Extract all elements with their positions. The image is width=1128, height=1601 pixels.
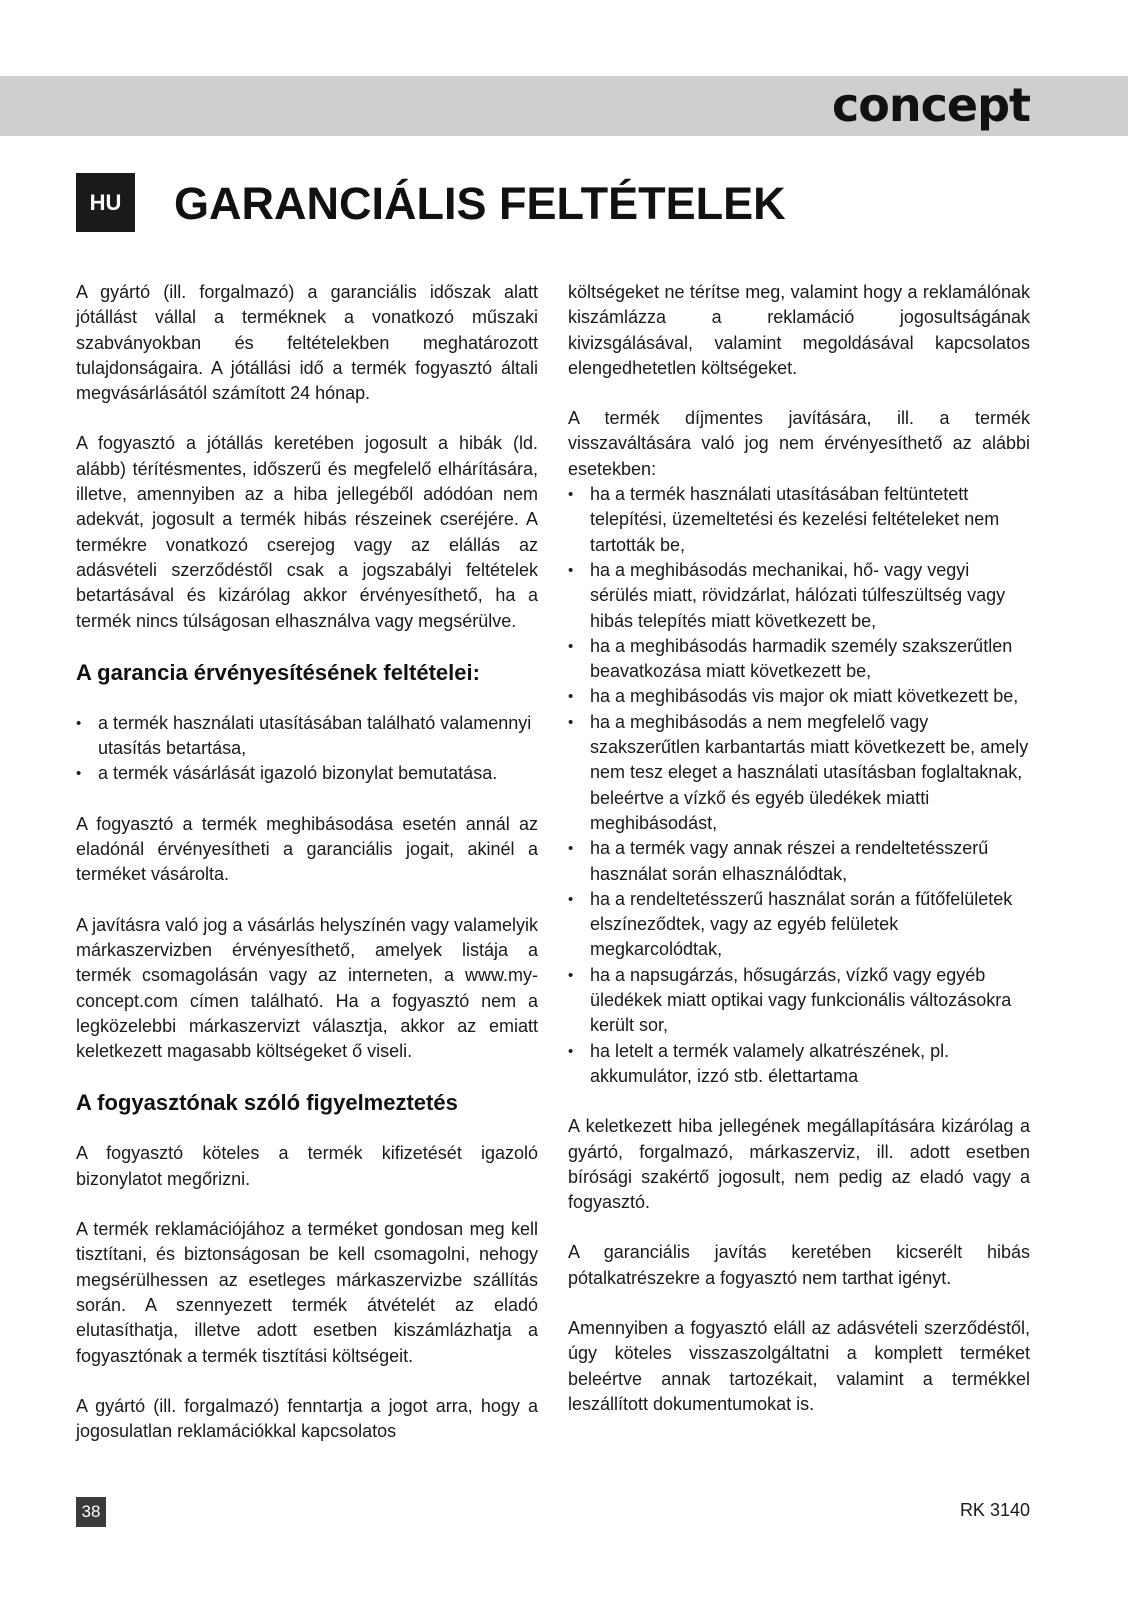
list-item: • ha a meghibásodás vis major ok miatt következett be, [568,684,1030,709]
page-number: 38 [76,1497,106,1527]
paragraph: A fogyasztó a termék meghibásodása esetén annál az eladónál érvényesítheti a garanciális jogait, akinél a terméket vásárolta. [76,813,538,885]
list-item: • a termék használati utasításában található valamennyi utasítás betartása, [76,711,538,762]
paragraph: A fogyasztó köteles a termék kifizetését igazoló bizonylatot megőrizni. [76,1143,538,1189]
list-item: • ha a meghibásodás mechanikai, hő- vagy vegyi sérülés miatt, rövidzárlat, hálózati túlfeszültség vagy hibás telepítés miatt következett be, [568,558,1030,634]
paragraph: A keletkezett hiba jellegének megállapítására kizárólag a gyártó, forgalmazó, márkaszerviz, ill. adott esetben bírósági szakértő jogosult, nem pedig az eladó vagy a fogyasztó. [568,1116,1030,1213]
list-item: • ha a termék használati utasításában feltüntetett telepítési, üzemeltetési és kezelési feltételeket nem tartották be, [568,482,1030,558]
paragraph: költségeket ne térítse meg, valamint hogy a reklamálónak kiszámlázza a reklamáció jogosultságának kivizsgálásával, valamint megoldásával kapcsolatos elengedhetetlen költségeket. [568,282,1030,378]
language-badge: HU [76,173,135,232]
left-column [76,280,538,1469]
section-heading: A fogyasztónak szóló figyelmeztetés [76,1090,458,1116]
paragraph: A termék reklamációjához a terméket gondosan meg kell tisztítani, és biztonságosan be kell csomagolni, nehogy megsérülhessen az esetleges márkaszervizbe szállítás során. A szennyezett termék átvételét az eladó elutasíthatja, illetve adott esetben kiszámlázhatja a fogyasztónak a termék tisztítási költségeit. [76,1219,538,1366]
list-item: • ha a napsugárzás, hősugárzás, vízkő vagy egyéb üledékek miatt optikai vagy funkcionális változásokra került sor, [568,963,1030,1039]
conditions-list [76,711,538,787]
list-item: • ha letelt a termék valamely alkatrészének, pl. akkumulátor, izzó stb. élettartama [568,1039,1030,1090]
paragraph: Amennyiben a fogyasztó eláll az adásvételi szerződéstől, úgy köteles visszaszolgáltatni a komplett terméket beleértve annak tartozékait, valamint a termékkel leszállított dokumentumokat is. [568,1317,1030,1414]
paragraph: A garanciális javítás keretében kicserélt hibás pótalkatrészekre a fogyasztó nem tarthat igényt. [568,1242,1030,1288]
paragraph: A javításra való jog a vásárlás helyszínén vagy valamelyik márkaszervizben érvényesíthető, amelyek listája a termék csomagolásán vagy az interneten, a www.my-concept.com címen található. Ha a fogyasztó nem a legközelebbi márkaszervizt választja, akkor az emiatt keletkezett magasabb költségeket ő viseli. [76,914,538,1062]
paragraph: A fogyasztó a jótállás keretében jogosult a hibák (ld. alább) térítésmentes, időszerű és megfelelő elhárítására, illetve, amennyiben az a hiba jellegéből adódóan nem adekvát, jogosult a termék hibás részeinek cseréjére. A termékre vonatkozó cserejog vagy az elállás az adásvételi szerződéstől csak a jogszabályi feltételek betartásával és kizárólag akkor érvényesíthető, ha a termék nincs túlságosan elhasználva vagy megsérülve. [76,433,538,631]
brand-logo: concept [831,78,1030,132]
section-heading: A garancia érvényesítésének feltételei: [76,659,480,685]
list-item: • ha a termék vagy annak részei a rendeltetésszerű használat során elhasználódtak, [568,836,1030,887]
model-number: RK 3140 [959,1500,1030,1520]
list-item: • ha a rendeltetésszerű használat során a fűtőfelületek elszíneződtek, vagy az egyéb felületek megkarcolódtak, [568,887,1030,963]
right-column [568,280,1030,1442]
paragraph: A termék díjmentes javítására, ill. a termék visszaváltására való jog nem érvényesíthető az alábbi esetekben: [568,408,1030,479]
paragraph: A gyártó (ill. forgalmazó) fenntartja a jogot arra, hogy a jogosulatlan reklamációkkal kapcsolatos [76,1395,538,1442]
list-item: • ha a meghibásodás harmadik személy szakszerűtlen beavatkozása miatt következett be, [568,634,1030,685]
paragraph: A gyártó (ill. forgalmazó) a garanciális időszak alatt jótállást vállal a terméknek a vonatkozó műszaki szabványokban és feltételekben meghatározott tulajdonságaira. A jótállási idő a termék fogyasztó általi megvásárlásától számított 24 hónap. [76,282,538,404]
page-title: GARANCIÁLIS FELTÉTELEK [174,178,786,229]
exclusions-list [568,482,1030,1089]
list-item: • ha a meghibásodás a nem megfelelő vagy szakszerűtlen karbantartás miatt következett be, amely nem tesz eleget a használati utasításban foglaltaknak, beleértve a vízkő és egyéb üledékek miatti meghibásodást, [568,710,1030,836]
list-item: • a termék vásárlását igazoló bizonylat bemutatása. [76,761,538,786]
